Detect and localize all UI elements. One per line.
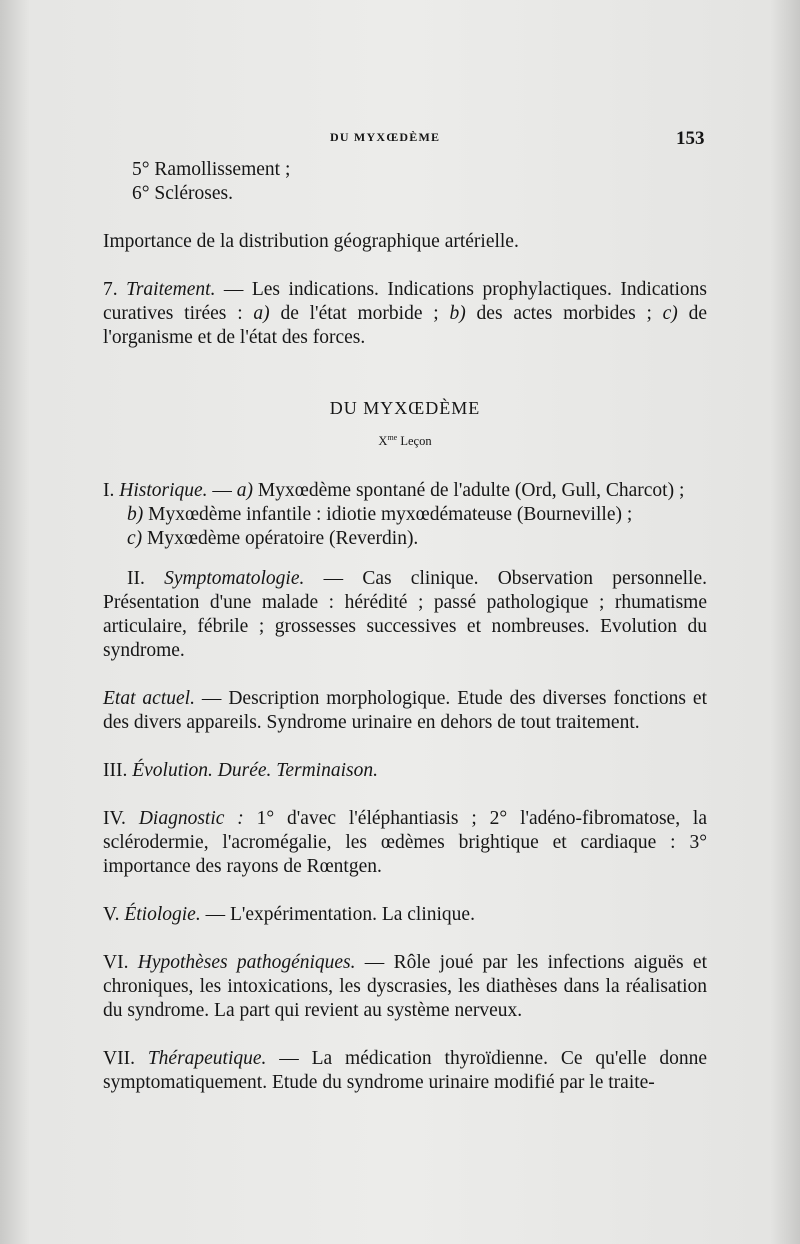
historique-number: I. (103, 480, 115, 502)
evolution-line (103, 759, 707, 783)
traitement-text-b: de l'état morbide ; (269, 303, 450, 324)
therapeutique-number: VII. (103, 1048, 135, 1070)
list-item-6: 6° Scléroses. (132, 183, 233, 204)
historique-dash: — (207, 480, 237, 502)
historique-title: Historique. (119, 480, 208, 502)
therapeutique-text: — La médication thyroïdienne. Ce qu'elle donne symptomatiquement. Etude du syndrome urinaire modifié par le traite- (103, 1048, 707, 1094)
therapeutique-paragraph (103, 1047, 707, 1095)
running-head (0, 128, 800, 152)
historique-c-line (103, 527, 707, 551)
page-body (103, 158, 707, 1095)
running-head-title: DU MYXŒDÈME (330, 130, 441, 144)
therapeutique-title: Thérapeutique. (147, 1048, 267, 1070)
traitement-title: Traitement. (126, 279, 216, 300)
chapter-title: DU MYXŒDÈME (329, 398, 481, 418)
symptomatologie-number: II. (127, 568, 145, 590)
etiologie-line (103, 903, 707, 927)
lecon-label (103, 433, 707, 449)
etiologie-number: V. (103, 904, 120, 926)
traitement-a: a) (253, 303, 270, 324)
hypotheses-title: Hypothèses pathogéniques. (137, 952, 356, 974)
importance-line: Importance de la distribution géographique artérielle. (103, 231, 519, 252)
diagnostic-number: IV. (103, 808, 126, 830)
historique-a: a) (236, 480, 254, 502)
diagnostic-text: 1° d'avec l'éléphantiasis ; 2° l'adéno-fibromatose, la sclérodermie, l'acromégalie, les œdèmes brightique et cardiaque : 3° importance des rayons de Rœntgen. (103, 808, 708, 878)
historique-text-b: Myxœdème infantile : idiotie myxœdémateuse (Bourneville) ; (143, 504, 633, 526)
evolution-title: Évolution. Durée. Terminaison. (132, 760, 378, 782)
evolution-number: III. (103, 760, 128, 782)
traitement-paragraph (103, 278, 707, 350)
historique-text-c: Myxœdème opératoire (Reverdin). (142, 528, 419, 550)
historique-text-a: Myxœdème spontané de l'adulte (Ord, Gull, Charcot) ; (253, 480, 685, 502)
historique-b: b) (127, 504, 144, 526)
hypotheses-number: VI. (103, 952, 129, 974)
etat-text: — Description morphologique. Etude des diverses fonctions et des divers appareils. Syndrome urinaire en dehors de tout traitement. (103, 688, 707, 734)
etiologie-title: Étiologie. (124, 904, 201, 926)
traitement-number: 7. (103, 279, 118, 300)
diagnostic-paragraph (103, 807, 707, 879)
lecon-number: X (378, 434, 388, 449)
etiologie-text: — L'expérimentation. La clinique. (200, 904, 475, 926)
historique-paragraph (103, 479, 707, 503)
hypotheses-text: — Rôle joué par les infections aiguës et chroniques, les intoxications, les dyscrasies, les diathèses dans la réalisation du syndrome. La part qui revient au système nerveux. (103, 952, 707, 1022)
diagnostic-title: Diagnostic : (138, 808, 244, 830)
historique-c: c) (127, 528, 143, 550)
etat-title: Etat actuel. (103, 688, 195, 710)
historique-b-line (103, 503, 707, 527)
traitement-text-d: de l'organisme et de l'état des forces. (103, 303, 708, 348)
list-item-5: 5° Ramollissement ; (132, 159, 291, 180)
traitement-b: b) (449, 303, 466, 324)
lecon-word: Leçon (397, 434, 432, 449)
etat-paragraph (103, 687, 707, 735)
page-number: 153 (676, 128, 705, 149)
symptomatologie-title: Symptomatologie. (164, 568, 305, 590)
symptomatologie-paragraph (103, 567, 707, 663)
hypotheses-paragraph (103, 951, 707, 1023)
lecon-sup: me (387, 433, 398, 442)
traitement-c: c) (662, 303, 678, 324)
traitement-text-a: — Les indications. Indications prophylactiques. Indications curatives tirées : (103, 279, 707, 324)
symptomatologie-text: — Cas clinique. Observation personnelle. Présentation d'une malade : hérédité ; passé pathologique ; rhumatisme articulaire, fébrile ; grossesses successives et nombreuses. Evolution du syndrome. (103, 568, 708, 662)
traitement-text-c: des actes morbides ; (465, 303, 663, 324)
